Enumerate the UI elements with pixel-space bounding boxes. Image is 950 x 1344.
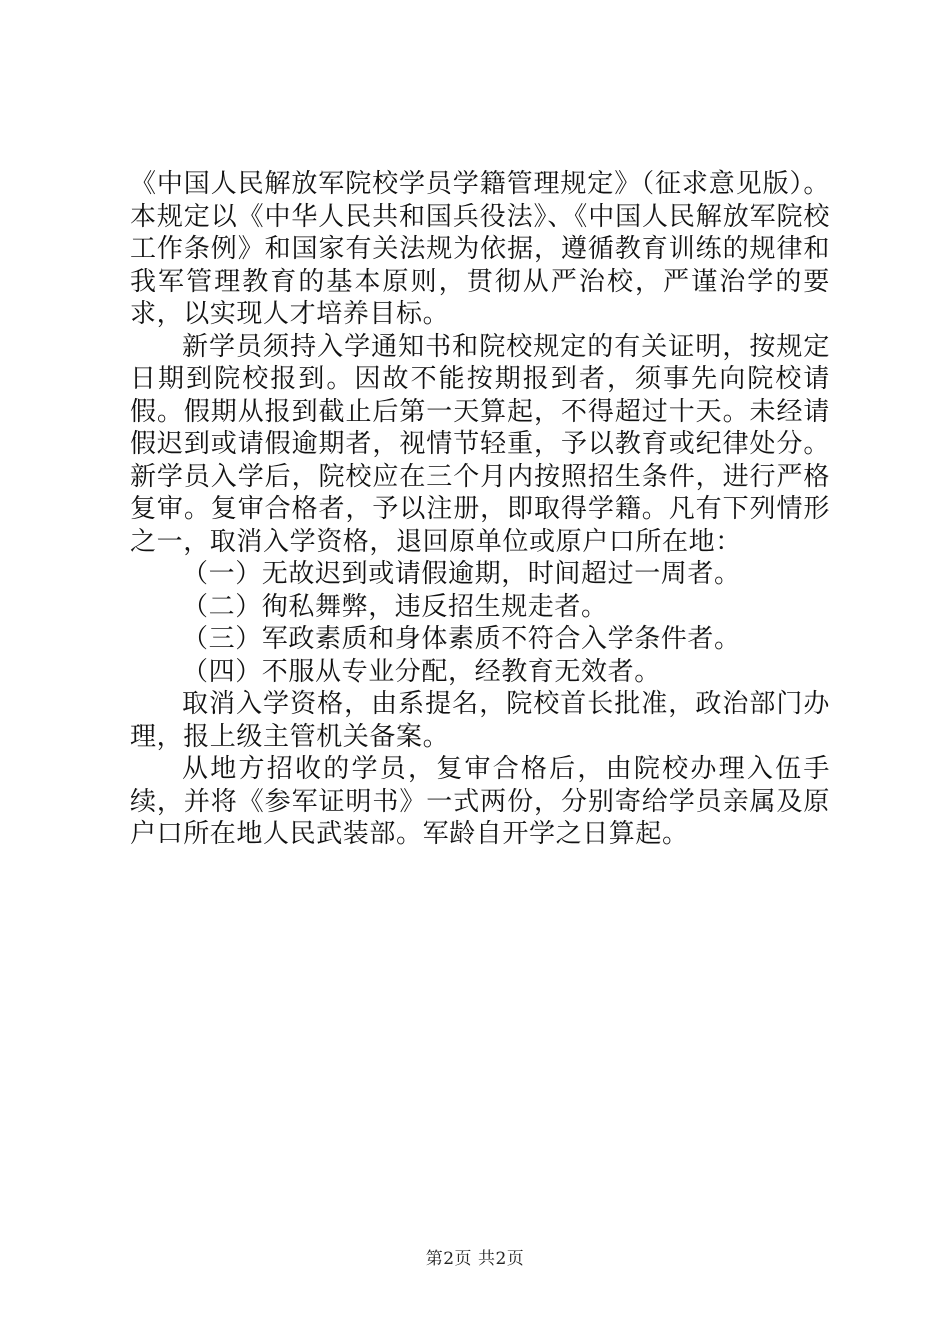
- paragraph-cancellation: 取消入学资格，由系提名，院校首长批准，政治部门办理，报上级主管机关备案。: [130, 689, 830, 752]
- list-item-2: （二）徇私舞弊，违反招生规走者。: [182, 591, 608, 622]
- document-body: [130, 168, 830, 851]
- paragraph-enrollment: 新学员须持入学通知书和院校规定的有关证明，按规定日期到院校报到。因故不能按期报到者，须事先向院校请假。假期从报到截止后第一天算起，不得超过十天。未经请假迟到或请假逾期者，视情节轻重，予以教育或纪律处分。新学员入学后，院校应在三个月内按照招生条件，进行严格复审。复审合格者，予以注册，即取得学籍。凡有下列情形之一，取消入学资格，退回原单位或原户口所在地：: [130, 331, 830, 557]
- list-item-3: （三）军政素质和身体素质不符合入学条件者。: [182, 624, 741, 654]
- page-number-label: 第2页 共2页: [425, 1249, 525, 1269]
- paragraph-intro: 《中国人民解放军院校学员学籍管理规定》（征求意见版）。本规定以《中华人民共和国兵役法》、《中国人民解放军院校工作条例》和国家有关法规为依据，遵循教育训练的规律和我军管理教育的基本原则，贯彻从严治校，严谨治学的要求，以实现人才培养目标。: [130, 169, 830, 329]
- list-item-4: （四）不服从专业分配，经教育无效者。: [182, 656, 661, 687]
- list-item-1: （一）无故迟到或请假逾期，时间超过一周者。: [182, 559, 741, 589]
- paragraph-enlistment: 从地方招收的学员，复审合格后，由院校办理入伍手续，并将《参军证明书》一式两份，分别寄给学员亲属及原户口所在地人民武装部。军龄自开学之日算起。: [130, 754, 830, 849]
- page-footer: [0, 1244, 950, 1269]
